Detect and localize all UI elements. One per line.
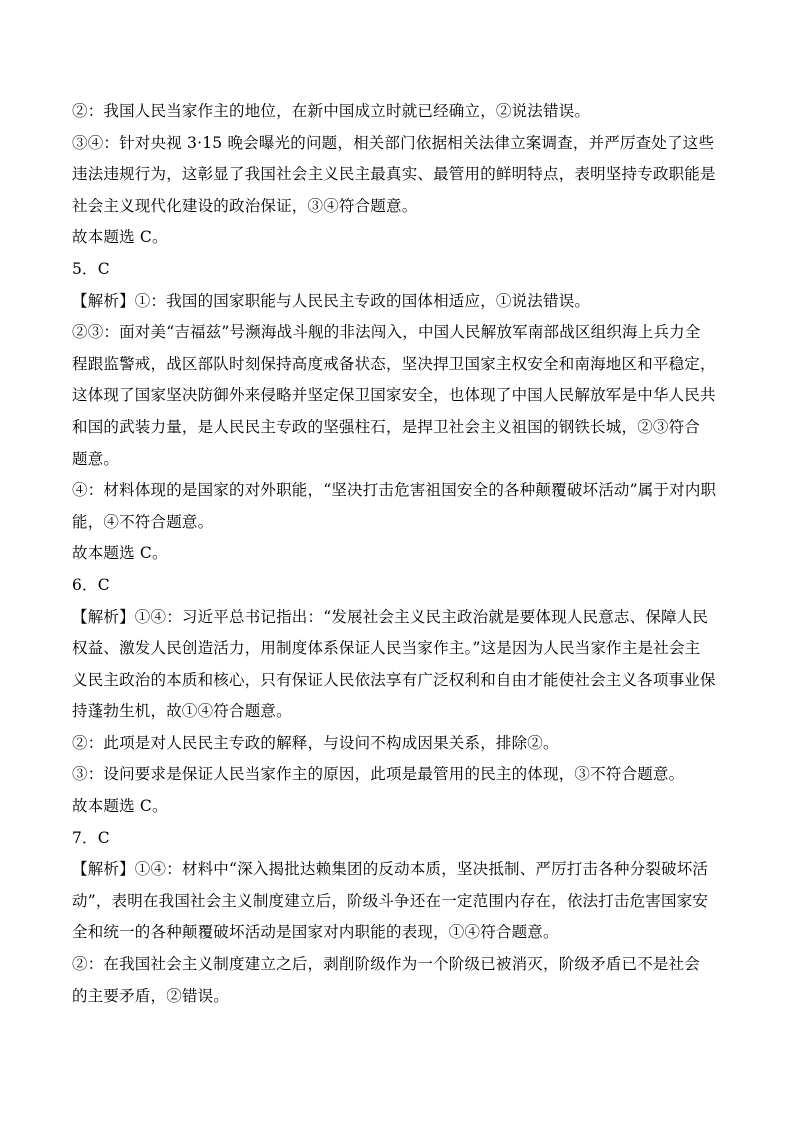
text-line: 违法违规行为，这彰显了我国社会主义民主最真实、最管用的鲜明特点，表明坚持专政职能是 — [72, 165, 716, 184]
text-line: 义民主政治的本质和核心，只有保证人民依法享有广泛权利和自由才能使社会主义各项事业保 — [72, 670, 716, 689]
text-line: ②：我国人民当家作主的地位，在新中国成立时就已经确立，②说法错误。 — [72, 102, 591, 120]
question-answer-6: 6．C — [72, 575, 110, 594]
text-line: ④：材料体现的是国家的对外职能，“坚决打击危害祖国安全的各种颠覆破坏活动”属于对内职 — [72, 481, 717, 500]
analysis-line: 【解析】①④：习近平总书记指出：“发展社会主义民主政治就是要体现人民意志、保障人民 — [72, 607, 709, 626]
text-line: ③：设问要求是保证人民当家作主的原因，此项是最管用的民主的体现，③不符合题意。 — [72, 765, 685, 784]
text-line: ③④：针对央视 3·15 晚会曝光的问题，相关部门依据相关法律立案调查，并严厉查处了这些 — [72, 133, 715, 152]
analysis-line: 【解析】①④：材料中“深入揭批达赖集团的反动本质，坚决抵制、严厉打击各种分裂破坏活 — [72, 860, 709, 879]
text-line: 题意。 — [72, 449, 120, 468]
question-answer-7: 7．C — [72, 828, 110, 847]
document-body — [72, 96, 722, 1012]
text-line: 的主要矛盾，②错误。 — [72, 986, 230, 1005]
conclusion-line: 故本题选 C。 — [72, 544, 168, 563]
text-line: 这体现了国家坚决防御外来侵略并坚定保卫国家安全，也体现了中国人民解放军是中华人民共 — [72, 386, 716, 405]
text-line: 社会主义现代化建设的政治保证，③④符合题意。 — [72, 196, 418, 215]
text-line: 权益、激发人民创造活力，用制度体系保证人民当家作主。”这是因为人民当家作主是社会主 — [72, 639, 701, 658]
question-answer-5: 5．C — [72, 259, 110, 278]
text-line: 和国的武装力量，是人民民主专政的坚强柱石，是捍卫社会主义祖国的钢铁长城，②③符合 — [72, 417, 701, 436]
text-line: 程跟监警戒，战区部队时刻保持高度戒备状态，坚决捍卫国家主权安全和南海地区和平稳定， — [72, 354, 716, 373]
conclusion-line: 故本题选 C。 — [72, 228, 168, 247]
text-line: 动”，表明在我国社会主义制度建立后，阶级斗争还在一定范围内存在，依法打击危害国家安 — [72, 891, 709, 910]
text-line: 能，④不符合题意。 — [72, 512, 214, 531]
analysis-line: 【解析】①：我国的国家职能与人民民主专政的国体相适应，①说法错误。 — [72, 291, 591, 310]
text-line: 持蓬勃生机，故①④符合题意。 — [72, 702, 292, 721]
text-line: ②：在我国社会主义制度建立之后，剥削阶级作为一个阶级已被消灭，阶级矛盾已不是社会 — [72, 955, 701, 974]
text-line: ②③：面对美“吉福兹”号濒海战斗舰的非法闯入，中国人民解放军南部战区组织海上兵力全 — [72, 323, 701, 342]
text-line: 全和统一的各种颠覆破坏活动是国家对内职能的表现，①④符合题意。 — [72, 923, 559, 942]
text-line: ②：此项是对人民民主专政的解释，与设问不构成因果关系，排除②。 — [72, 733, 559, 752]
conclusion-line: 故本题选 C。 — [72, 797, 168, 816]
